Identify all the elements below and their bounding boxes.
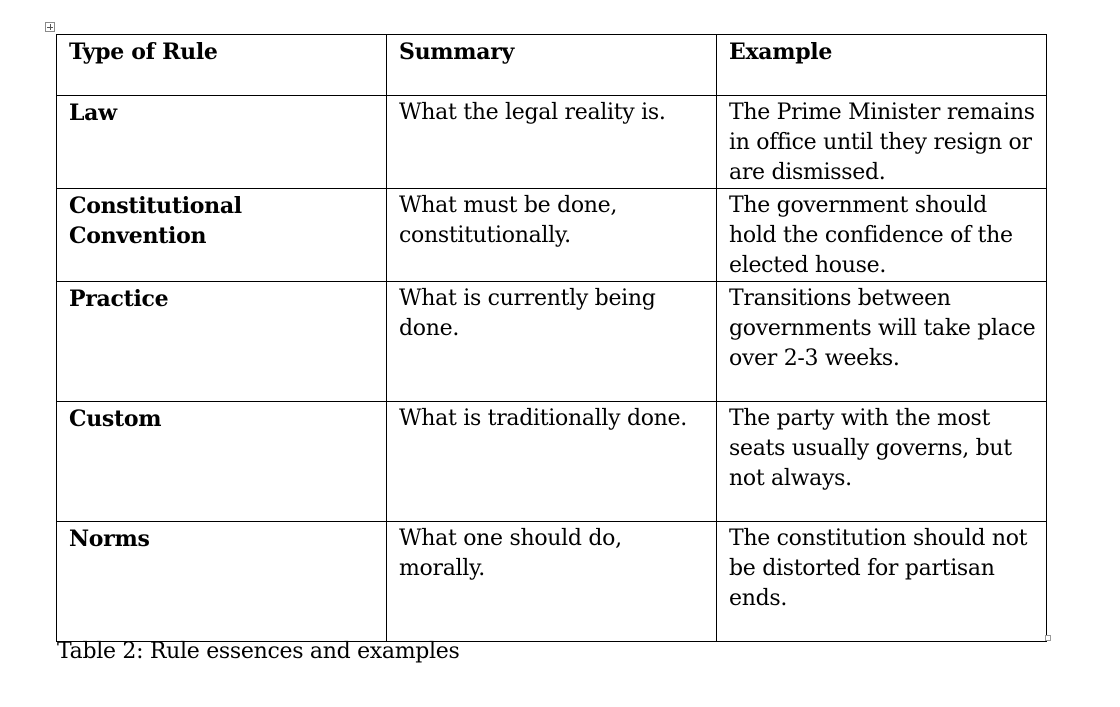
rule-example-cell[interactable]: Transitions between governments will take place over 2-3 weeks. — [717, 282, 1047, 402]
rule-type-cell[interactable]: Custom — [57, 402, 387, 522]
rule-type-cell[interactable]: Law — [57, 96, 387, 189]
table-row — [57, 96, 1047, 189]
table-row — [57, 189, 1047, 282]
rule-summary-cell[interactable]: What one should do, morally. — [387, 522, 717, 642]
rule-summary-cell[interactable]: What must be done, constitutionally. — [387, 189, 717, 282]
rule-type-cell[interactable]: Norms — [57, 522, 387, 642]
table-row — [57, 402, 1047, 522]
rules-table — [56, 34, 1047, 642]
header-cell-type[interactable]: Type of Rule — [57, 35, 387, 96]
table-row — [57, 282, 1047, 402]
rule-example-cell[interactable]: The government should hold the confidence of the elected house. — [717, 189, 1047, 282]
rule-example-cell[interactable]: The constitution should not be distorted for partisan ends. — [717, 522, 1047, 642]
rule-type-cell[interactable]: Constitutional Convention — [57, 189, 387, 282]
rule-example-cell[interactable]: The Prime Minister remains in office until they resign or are dismissed. — [717, 96, 1047, 189]
rule-type-cell[interactable]: Practice — [57, 282, 387, 402]
rule-summary-cell[interactable]: What is currently being done. — [387, 282, 717, 402]
table-row — [57, 522, 1047, 642]
table-caption[interactable]: Table 2: Rule essences and examples — [57, 639, 460, 664]
header-cell-example[interactable]: Example — [717, 35, 1047, 96]
table-header-row — [57, 35, 1047, 96]
table-resize-handle-icon[interactable] — [1045, 635, 1051, 641]
table-move-handle-icon[interactable] — [45, 22, 55, 32]
rule-example-cell[interactable]: The party with the most seats usually governs, but not always. — [717, 402, 1047, 522]
rule-summary-cell[interactable]: What is traditionally done. — [387, 402, 717, 522]
header-cell-summary[interactable]: Summary — [387, 35, 717, 96]
rule-summary-cell[interactable]: What the legal reality is. — [387, 96, 717, 189]
